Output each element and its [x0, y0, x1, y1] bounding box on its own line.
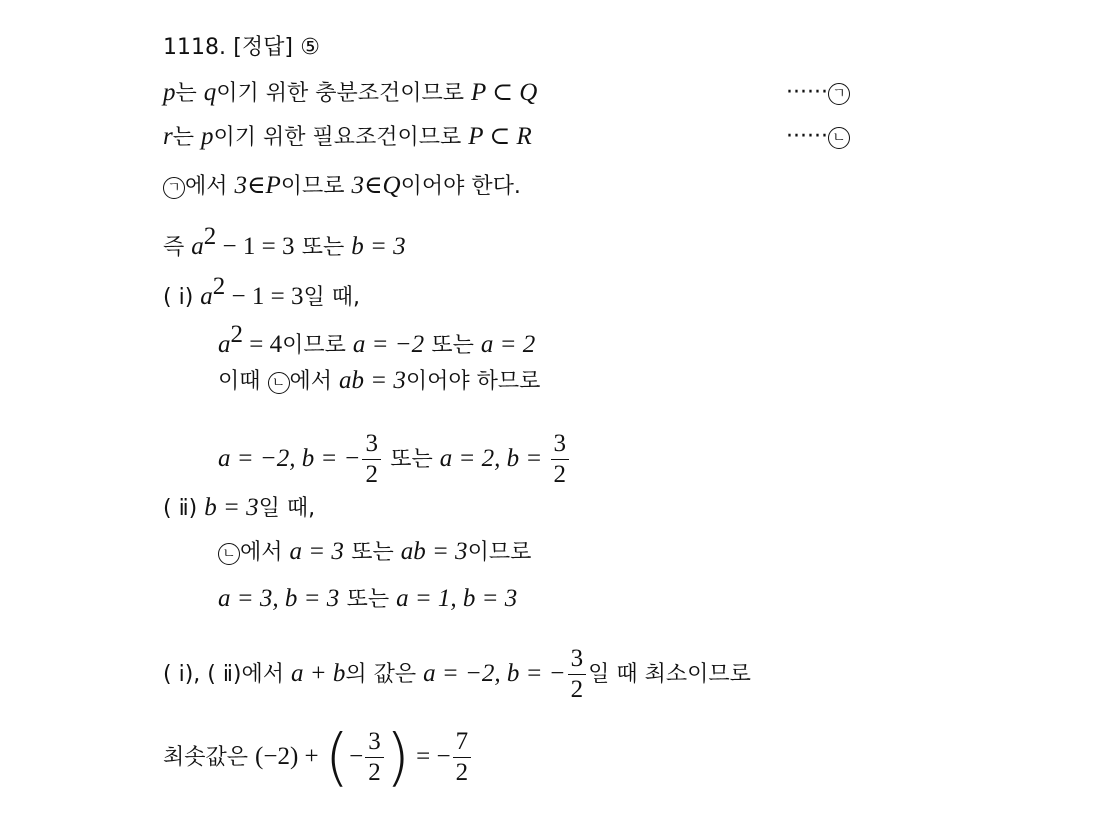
fraction	[365, 729, 384, 786]
math-expr: = −	[409, 743, 451, 770]
fraction	[453, 729, 472, 786]
numerator: 3	[570, 645, 584, 672]
circled-marker-icon: ㄱ	[828, 83, 850, 105]
math-expr: ab = 3	[400, 538, 468, 565]
line-element	[163, 172, 521, 201]
denominator: 2	[570, 676, 584, 703]
math-expr: 3∈Q	[351, 172, 401, 199]
dots: ······	[786, 80, 828, 105]
text: 는	[175, 81, 204, 106]
numerator: 3	[553, 430, 567, 457]
math-expr: a = 2, b =	[439, 445, 549, 472]
denominator: 2	[368, 759, 381, 786]
line-case-i-result	[218, 431, 571, 488]
right-paren: )	[385, 720, 410, 794]
text: 에서	[185, 174, 235, 199]
var-q: q	[203, 79, 217, 106]
math-expr: a = 2	[480, 331, 536, 358]
answer-symbol: ⑤	[300, 35, 321, 60]
text: 는	[172, 125, 201, 150]
text: 일 때 최소이므로	[588, 662, 751, 687]
circled-marker-icon: ㄴ	[218, 543, 240, 565]
circled-marker-icon: ㄱ	[163, 177, 185, 199]
text: 일 때,	[258, 496, 316, 521]
marker-1	[786, 80, 850, 105]
math-expr: = 4	[243, 331, 283, 358]
math-expr: a	[200, 283, 213, 310]
text: 또는	[431, 333, 481, 358]
math-expr: − 1 = 3	[216, 233, 295, 260]
math-expr: a	[191, 233, 204, 260]
answer-label: [정답]	[233, 35, 293, 60]
text: 이어야 한다.	[400, 174, 521, 199]
case-label: ( ⅰ), ( ⅱ)에서	[163, 662, 291, 687]
text: 에서	[289, 369, 339, 394]
fraction	[551, 431, 570, 488]
text: 이므로	[280, 174, 352, 199]
circled-marker-icon: ㄴ	[828, 127, 850, 149]
line-minimum	[163, 646, 751, 703]
text: 최솟값은	[163, 745, 256, 770]
var-r: r	[163, 123, 173, 150]
fraction	[362, 431, 381, 488]
text: 이므로	[467, 540, 532, 565]
text: 또는	[351, 540, 401, 565]
left-paren: (	[324, 720, 350, 794]
math-expr: ab = 3	[339, 367, 406, 394]
text: 의 값은	[345, 662, 424, 687]
exponent: 2	[212, 273, 226, 300]
text: 또는	[346, 587, 397, 612]
math-expr: − 1 = 3	[225, 283, 304, 310]
case-label: ( ⅱ)	[163, 496, 205, 521]
text: 또는	[390, 447, 440, 472]
math-expr: a = 1, b = 3	[396, 585, 518, 612]
exponent: 2	[230, 321, 243, 348]
text: 일 때,	[303, 285, 360, 310]
denominator: 2	[365, 461, 378, 488]
circled-marker-icon: ㄴ	[268, 372, 290, 394]
line-case-i-condition	[218, 367, 540, 396]
text: 이어야 하므로	[405, 369, 541, 394]
line-final-answer	[163, 720, 473, 794]
solution-header	[163, 33, 320, 62]
case-label: ( ⅰ)	[163, 285, 201, 310]
var-p: p	[200, 123, 214, 150]
math-expr: b = 3	[351, 233, 406, 260]
math-expr: a = −2, b = −	[423, 660, 566, 687]
marker-2	[786, 124, 850, 149]
subset-expr: P ⊂ R	[468, 123, 532, 150]
line-condition-rp	[163, 123, 532, 152]
fraction	[568, 646, 587, 703]
math-expr: a = −2, b = −	[218, 445, 361, 472]
math-expr: a + b	[290, 660, 346, 687]
denominator: 2	[455, 759, 469, 786]
math-expr: b = 3	[204, 494, 259, 521]
exponent: 2	[203, 223, 217, 250]
line-condition-pq	[163, 79, 537, 108]
math-expr: a = −2	[352, 331, 425, 358]
line-case-ii-result	[218, 585, 517, 614]
line-case-i	[163, 273, 360, 312]
minus-sign: −	[349, 743, 364, 770]
dots: ······	[786, 124, 828, 149]
numerator: 3	[365, 430, 378, 457]
line-cases	[163, 223, 406, 262]
math-expr: a	[218, 331, 231, 358]
denominator: 2	[553, 461, 567, 488]
line-case-i-solve	[218, 321, 535, 360]
text: 또는	[301, 235, 352, 260]
line-case-ii	[163, 494, 315, 523]
subset-expr: P ⊂ Q	[471, 79, 538, 106]
text: 에서	[240, 540, 290, 565]
problem-number: 1118.	[163, 35, 226, 60]
math-expr: a = 3	[289, 538, 344, 565]
text: 이때	[218, 369, 268, 394]
line-case-ii-condition	[218, 538, 531, 567]
numerator: 3	[368, 728, 381, 755]
text: 이므로	[282, 333, 353, 358]
text: 즉	[163, 235, 192, 260]
math-expr: a = 3, b = 3	[218, 585, 340, 612]
numerator: 7	[455, 728, 469, 755]
math-expr: (−2) +	[255, 743, 325, 770]
text: 이기 위한 충분조건이므로	[216, 81, 472, 106]
var-p: p	[163, 79, 176, 106]
text: 이기 위한 필요조건이므로	[213, 125, 469, 150]
math-expr: 3∈P	[234, 172, 281, 199]
